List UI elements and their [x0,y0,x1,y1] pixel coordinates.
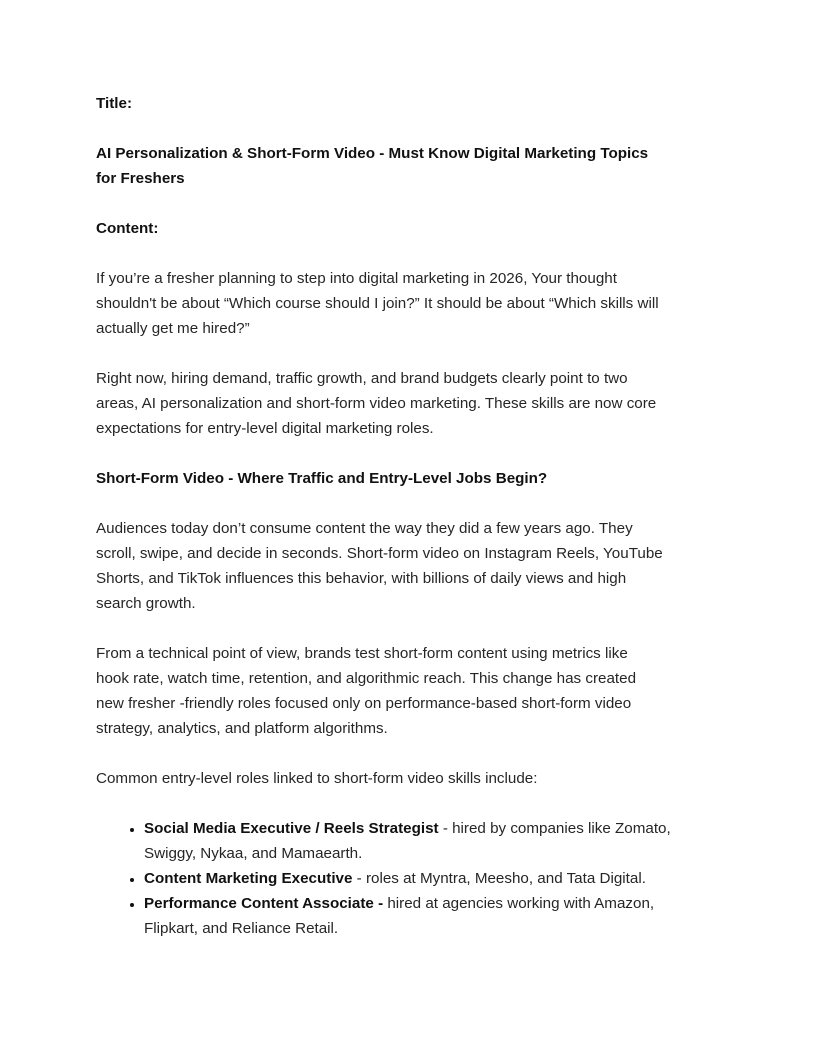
list-item-social-media-executive [144,816,728,866]
paragraph-audiences: Audiences today don’t consume content the way they did a few years ago. They scroll, swipe, and decide in seconds. Short-form video on Instagram Reels, YouTube Shorts, and TikTok influences this behavior, with billions of daily views and high search growth. [96,520,663,612]
bullet-rest: - roles at Myntra, Meesho, and Tata Digital. [352,870,646,887]
title-label: Title: [96,95,133,112]
list-item-performance-content-associate [144,891,728,941]
paragraph-technical-view: From a technical point of view, brands test short-form content using metrics like hook rate, watch time, retention, and algorithmic reach. This change has created new fresher -friendly roles focused only on performance-based short-form video strategy, analytics, and platform algorithms. [96,645,637,737]
list-item-content-marketing-executive [144,866,728,891]
document-title: AI Personalization & Short-Form Video - Must Know Digital Marketing Topics for Freshers [96,145,649,187]
paragraph-hiring-demand: Right now, hiring demand, traffic growth, and brand budgets clearly point to two areas, AI personalization and short-form video marketing. These skills are now core expectations for entry-level digital marketing roles. [96,370,657,437]
bullet-lead: Social Media Executive / Reels Strategist [144,820,439,837]
list-intro: Common entry-level roles linked to short-form video skills include: [96,770,538,787]
section-heading-short-form-video: Short-Form Video - Where Traffic and Entry-Level Jobs Begin? [96,470,548,487]
bullet-rest: - hired by companies like Zomato, Swiggy, Nykaa, and Mamaearth. [144,820,671,862]
roles-list [96,816,728,941]
content-label: Content: [96,220,159,237]
bullet-lead: Performance Content Associate - [144,895,384,912]
paragraph-intro: If you’re a fresher planning to step into digital marketing in 2026, Your thought shouldn't be about “Which course should I join?” It should be about “Which skills will actually get me hired?” [96,270,659,337]
bullet-lead: Content Marketing Executive [144,870,353,887]
bullet-rest: hired at agencies working with Amazon, Flipkart, and Reliance Retail. [144,895,655,937]
